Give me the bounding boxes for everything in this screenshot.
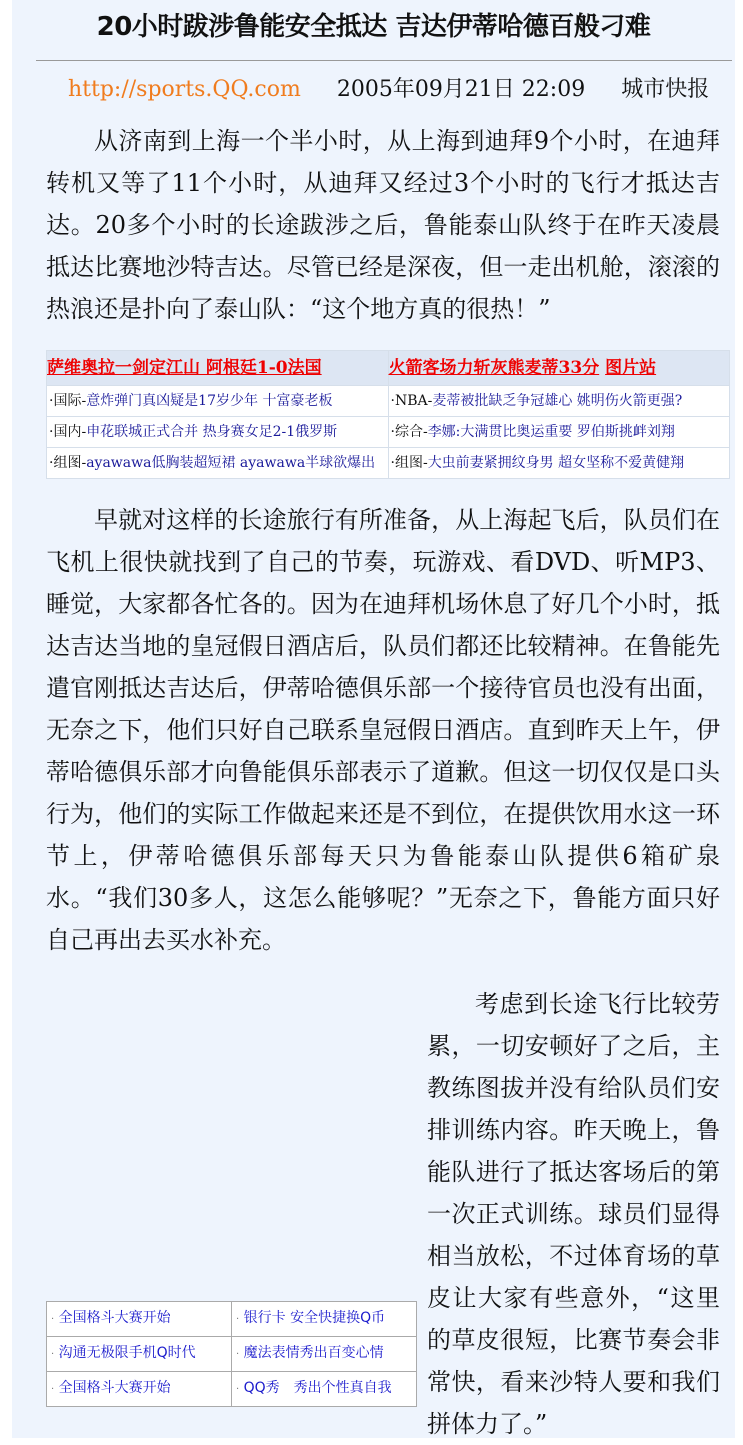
news-category: ·国际- <box>49 393 87 409</box>
article-page <box>12 0 735 1438</box>
publish-date: 2005年09月21日 22:09 <box>336 77 586 102</box>
news-link[interactable]: 李娜:大满贯比奥运重要 罗伯斯挑衅刘翔 <box>427 424 675 440</box>
paragraph: 从济南到上海一个半小时，从上海到迪拜9个小时，在迪拜转机又等了11个小时，从迪拜又经过3个小时的飞行才抵达吉达。20多个小时的长途跋涉之后，鲁能泰山队终于在昨天凌晨抵达比赛地沙特吉达。尽管已经是深夜，但一走出机舱，滚滚的热浪还是扑向了泰山队：“这个地方真的很热！” <box>46 127 720 323</box>
news-category: ·国内- <box>49 424 87 440</box>
headline-link[interactable]: 萨维奥拉一剑定江山 阿根廷1-0法国 <box>47 358 322 378</box>
news-category: ·综合- <box>390 424 428 440</box>
news-row <box>47 417 730 448</box>
article-body <box>46 120 720 1445</box>
paragraph: 考虑到长途飞行比较劳累，一切安顿好了之后，主教练图拔并没有给队员们安排训练内容。昨天晚上，鲁能队进行了抵达客场后的第一次正式训练。球员们显得相当放松，不过体育场的草皮让大家有些意外，“这里的草皮很短，比赛节奏会非常快，看来沙特人要和我们拼体力了。” <box>427 990 720 1438</box>
ad-link[interactable]: 全国格斗大赛开始 <box>58 1310 171 1326</box>
news-link[interactable]: 意炸弹门真凶疑是17岁少年 十富豪老板 <box>86 393 333 409</box>
news-link[interactable]: ayawawa低胸装超短裙 ayawawa半球欲爆出 <box>86 455 376 471</box>
news-link[interactable]: 大虫前妻紧拥纹身男 超女坚称不爱黄健翔 <box>427 455 685 471</box>
divider <box>36 60 732 61</box>
photo-link[interactable]: 图片站 <box>605 358 657 378</box>
publisher: 城市快报 <box>621 77 710 102</box>
news-category: ·NBA- <box>390 393 433 409</box>
ad-link[interactable]: 银行卡 安全快捷换Q币 <box>243 1310 386 1326</box>
headline-link[interactable]: 火箭客场力斩灰熊麦蒂33分 <box>388 358 600 378</box>
source-link[interactable]: http://sports.QQ.com <box>68 77 301 102</box>
ad-link[interactable]: 魔法表情秀出百变心情 <box>243 1345 384 1361</box>
paragraph: 早就对这样的长途旅行有所准备，从上海起飞后，队员们在飞机上很快就找到了自己的节奏，玩游戏、看DVD、听MP3、睡觉，大家都各忙各的。因为在迪拜机场休息了好几个小时，抵达吉达当地的皇冠假日酒店后，队员们都还比较精神。在鲁能先遣官刚抵达吉达后，伊蒂哈德俱乐部一个接待官员也没有出面，无奈之下，他们只好自己联系皇冠假日酒店。直到昨天上午，伊蒂哈德俱乐部才向鲁能俱乐部表示了道歉。但这一切仅仅是口头行为，他们的实际工作做起来还是不到位，在提供饮用水这一环节上，伊蒂哈德俱乐部每天只为鲁能泰山队提供6箱矿泉水。“我们30多人，这怎么能够呢？”无奈之下，鲁能方面只好自己再出去买水补充。 <box>46 506 720 954</box>
news-category: ·组图- <box>390 455 428 471</box>
related-news-box <box>46 350 730 479</box>
ad-area <box>46 985 427 1407</box>
ad-link[interactable]: 沟通无极限手机Q时代 <box>58 1345 196 1361</box>
ad-links-table: · 全国格斗大赛开始 · 银行卡 安全快捷换Q币 · 沟通无极限手机Q时代 · 魔法表情秀出百变心情 · 全国格斗大赛开始 · QQ秀 秀出个性真自我 <box>46 1301 417 1407</box>
headline-cell <box>47 351 389 386</box>
news-link[interactable]: 申花联城正式合并 热身赛女足2-1俄罗斯 <box>86 424 338 440</box>
news-row <box>47 448 730 479</box>
ad-link[interactable]: QQ秀 秀出个性真自我 <box>243 1380 392 1396</box>
news-row <box>47 386 730 417</box>
headline-cell <box>388 351 730 386</box>
article-meta <box>68 72 709 103</box>
news-category: ·组图- <box>49 455 87 471</box>
news-link[interactable]: 麦蒂被批缺乏争冠雄心 姚明伤火箭更强? <box>432 393 683 409</box>
article-title: 20小时跋涉鲁能安全抵达 吉达伊蒂哈德百般刁难 <box>96 12 651 42</box>
ad-link[interactable]: 全国格斗大赛开始 <box>58 1380 171 1396</box>
